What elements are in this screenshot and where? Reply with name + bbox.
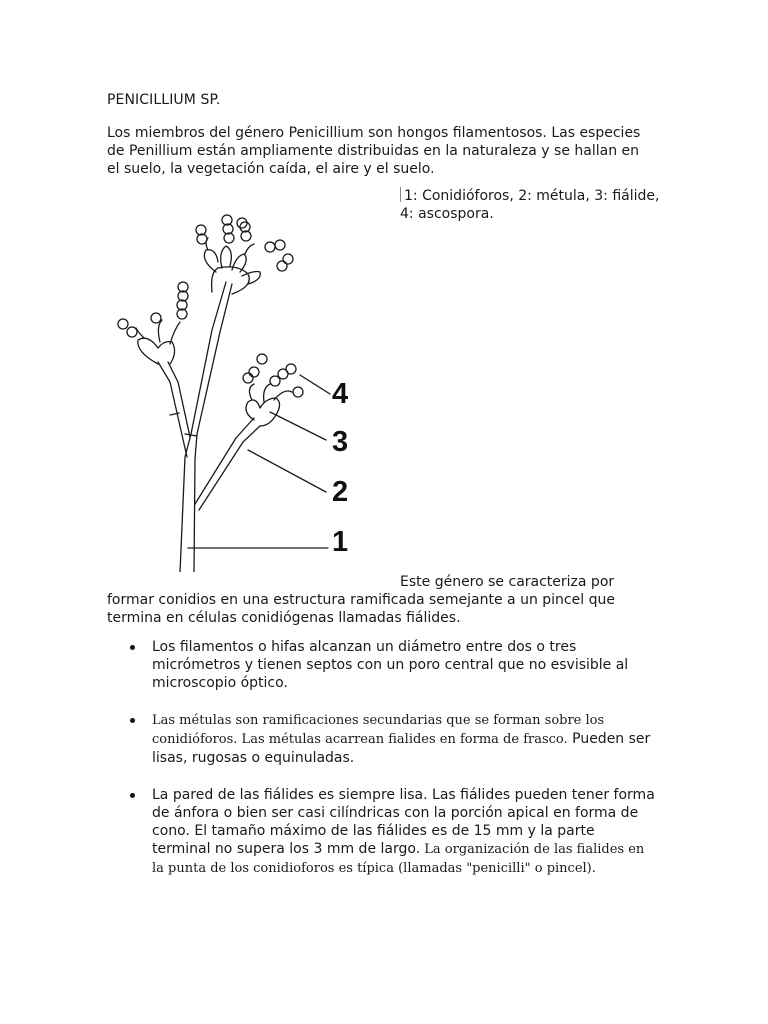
list-item bbox=[125, 711, 655, 767]
intro-paragraph: Los miembros del género Penicillium son hongos filamentosos. Las especies de Penillium están ampliamente distribuidas en la naturaleza y se hallan en el suelo, la vegetación caída, el aire y el suelo. bbox=[107, 125, 641, 177]
description-paragraph bbox=[107, 573, 647, 627]
bullet-text: Pueden ser lisas, rugosas o equinuladas. bbox=[152, 731, 651, 766]
figure-label-4: 4 bbox=[332, 378, 349, 410]
bullet-text: Los filamentos o hifas alcanzan un diámetro entre dos o tres micrómetros y tienen septos con un poro central que no esvisible al microscopio óptico. bbox=[152, 639, 629, 691]
bullet-text: La pared de las fiálides es siempre lisa. Las fiálides pueden tener forma de ánfora o bien ser casi cilíndricas con la porción apical en forma de cono. El tamaño máximo de las fiálides es de 15 mm y la parte terminal no supera los 3 mm de largo. bbox=[152, 787, 655, 857]
list-item bbox=[125, 638, 655, 692]
description-start: Este género se caracteriza por bbox=[400, 574, 615, 590]
list-item bbox=[125, 786, 655, 878]
bullet-text-serif: Las métulas son ramificaciones secundarias que se forman sobre los conidióforos. Las métulas acarrean fialides en forma de frasco. bbox=[152, 713, 605, 747]
bullet-list bbox=[125, 638, 655, 878]
figure-label-3: 3 bbox=[332, 426, 349, 458]
penicillium-illustration bbox=[108, 212, 368, 572]
figure-caption bbox=[400, 187, 670, 223]
text-cursor bbox=[400, 187, 401, 202]
page-title: PENICILLIUM SP. bbox=[107, 92, 221, 108]
figure-label-1: 1 bbox=[332, 526, 349, 558]
bullet-text-serif: La organización de las fialides en la punta de los conidioforos es típica (llamadas "penicilli" o pincel). bbox=[152, 842, 645, 876]
description-rest: formar conidios en una estructura ramificada semejante a un pincel que termina en células conidiógenas llamadas fiálides. bbox=[107, 592, 615, 626]
penicillium-drawing bbox=[108, 212, 368, 572]
figure-label-2: 2 bbox=[332, 476, 349, 508]
figure-caption-text: 1: Conidióforos, 2: métula, 3: fiálide, 4: ascospora. bbox=[400, 188, 660, 222]
